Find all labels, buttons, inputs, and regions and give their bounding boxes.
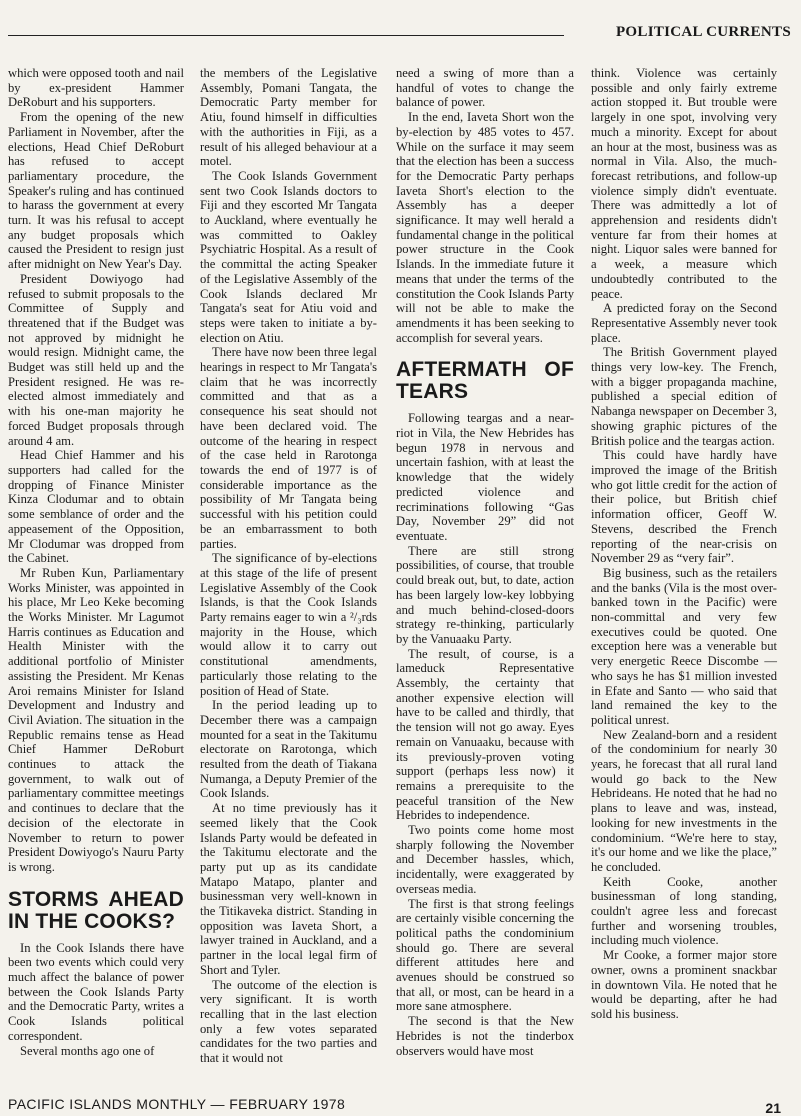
paragraph: The first is that strong feelings are certainly visible concerning the political paths the condominium should go. There are several different attitudes here and avenues should be construed so that all, or most, can be heard in a more sane atmosphere. <box>396 896 574 1014</box>
paragraph: the members of the Legislative Assembly, Pomani Tangata, the Democratic Party member for Atiu, found himself in difficulties with the authorities in Fiji, as a result of his alleged behaviour at a motel. <box>200 66 377 169</box>
paragraph: There are still strong possibilities, of course, that trouble could break out, but, to date, action has been largely low-key lobbying and much behind-closed-doors strategy re-thinking, particularly by the Vanuaaku Party. <box>396 543 575 646</box>
paragraph: Two points come home most sharply following the November and December hassles, which, incidentally, were exaggerated by overseas media. <box>396 823 574 896</box>
paragraph: In the period leading up to December there was a campaign mounted for a seat in the Takitumu electorate on Rarotonga, which resulted from the death of Tiakana Numanga, a Deputy Premier of the Cook Islands. <box>200 698 377 801</box>
column-1 <box>8 66 184 1058</box>
paragraph: Several months ago one of <box>20 1043 155 1058</box>
paragraph: The second is that the New Hebrides is not the tinderbox observers would have most <box>396 1014 574 1058</box>
paragraph: The Cook Islands Government sent two Cook Islands doctors to Fiji and they escorted Mr Tangata to Auckland, where eventually he was committed to Oakley Psychiatric Hospital. As a result of the committal the acting Speaker of the Legislative Assembly of the Cook Islands declared Mr Tangata's seat for Atiu void and steps were taken to initiate a by-election on Atiu. <box>200 168 377 345</box>
paragraph: think. Violence was certainly possible and only fairly extreme action stopped it. But trouble were largely in one spot, involving very much a minority. Except for about an hour at the most, business was as normal in Vila. Also, the much-forecast retributions, and follow-up violence simply didn't eventuate. There was admittedly a lot of apprehension and residents didn't venture far from their homes at night. Liquor sales were banned for a week, a measure which undoubtedly contributed to the peace. <box>591 66 777 301</box>
header-rule <box>8 35 564 36</box>
paragraph: Mr Cooke, a former major store owner, owns a prominent snackbar in downtown Vila. He noted that he would be departing, after he had sold his business. <box>591 948 777 1021</box>
paragraph: Head Chief Hammer and his supporters had called for the dropping of Finance Minister Kinza Clodumar and to obtain some semblance of order and the appeasement of the Opposition, Mr Clodumar was dropped from the Cabinet. <box>8 448 184 566</box>
paragraph: From the opening of the new Parliament in November, after the elections, Head Chief DeRoburt has refused to accept parliamentary procedure, the Speaker's ruling and has continued to harass the government at every turn. It was his refusal to accept any budget proposals which caused the President to resign just after midnight on New Year's Day. <box>8 110 184 272</box>
article-headline: STORMS AHEAD IN THE COOKS? <box>8 887 184 933</box>
paragraph: The British Government played things very low-key. The French, with a bigger propaganda machine, published a special edition of Nabanga newspaper on December 3, showing graphic pictures of the British police and the teargas action. <box>591 345 777 448</box>
paragraph: New Zealand-born and a resident of the condominium for nearly 30 years, he forecast that all rural land would go back to the New Hebrideans. He noted that he had no plans to leave and was, instead, looking for new investments in the condominium. “We're here to stay, it's our home and we like the place,” he concluded. <box>591 727 777 874</box>
paragraph: A predicted foray on the Second Representative Assembly never took place. <box>591 301 777 345</box>
paragraph: Mr Ruben Kun, Parliamentary Works Minister, was appointed in his place, Mr Leo Keke becoming the Works Minister. Mr Lagumot Harris continues as Education and Health Minister with the additional portfolio of Minister assisting the President. Mr Kenas Aroi remains Minister for Island Development and Industry and Civil Aviation. The situation in the Republic remains tense as Head Chief Hammer DeRoburt continues to attack the government, to walk out of parliamentary committee meetings and continues to declare that the decision of the electorate in November to return to power President Dowiyogo's Nauru Party is wrong. <box>8 565 184 874</box>
paragraph: Keith Cooke, another businessman of long standing, couldn't agree less and forecast further and worsening troubles, including much violence. <box>591 874 777 948</box>
paragraph: President Dowiyogo had refused to submit proposals to the Committee of Supply and threatened that if the Budget was not approved by midnight he would resign. Midnight came, the Budget was still held up and the President resigned. He was re-elected almost immediately and with his one-man majority he forced Budget proposals through around 4 am. <box>8 271 184 448</box>
page-number: 21 <box>765 1100 781 1116</box>
column-4 <box>591 66 777 1022</box>
paragraph: Big business, such as the retailers and the banks (Vila is the most over-banked town in the Pacific) were non-committal and very few executives could be quoted. One exception here was a venerable but very energetic Reece Discombe — who says he has $1 million invested in Efate and Santo — who said that land remained the key to the political unrest. <box>591 565 777 727</box>
paragraph: The significance of by-elections at this stage of the life of present Legislative Assembly of the Cook Islands, is that the Cook Islands Party remains eager to win a ²/₃rds majority in the House, which would allow it to carry out constitutional amendments, particularly those relating to the position of Head of State. <box>200 551 377 698</box>
paragraph: need a swing of more than a handful of votes to change the balance of power. <box>396 66 574 110</box>
publication-footer: PACIFIC ISLANDS MONTHLY — FEBRUARY 1978 <box>8 1096 346 1112</box>
paragraph: In the end, Iaveta Short won the by-election by 485 votes to 457. While on the surface it may seem that the election has been a success for the Democratic Party perhaps Iaveta Short's election to the Assembly has a deeper significance. It may well herald a fundamental change in the political power structure in the Cook Islands. In the immediate future it means that under the terms of the constitution the Cook Islands Party will not be able to make the amendments it has been seeking to accomplish for several years. <box>396 110 574 345</box>
paragraph: which were opposed tooth and nail by ex-president Hammer DeRoburt and his supporters. <box>8 66 184 110</box>
section-label: POLITICAL CURRENTS <box>615 24 791 40</box>
article-headline: AFTERMATH OF TEARS <box>396 358 574 404</box>
column-3 <box>396 66 574 1058</box>
paragraph: At no time previously has it seemed likely that the Cook Islands Party would be defeated in the Takitumu electorate and the party put up as its candidate Matapo Matapo, planter and businessman very well-known in the Titikaveka district. Standing in opposition was Iaveta Short, a lawyer trained in Auckland, and a partner in the local legal firm of Short and Tyler. <box>200 801 377 977</box>
paragraph: The outcome of the election is very significant. It is worth recalling that in the last election only a few votes separated candidates for the two parties and that it would not <box>200 977 377 1066</box>
paragraph: The result, of course, is a lameduck Representative Assembly, the certainty that another expensive election will have to be called and thirdly, that the tension will not go away. Eyes remain on Vanuaaku, because with its previously-proven voting support (perhaps less now) it remains a prerequisite to the peaceful transition of the New Hebrides to independence. <box>396 646 574 823</box>
paragraph: This could have hardly have improved the image of the British who got little credit for the action of their police, but British chief information officer, Geoff W. Stevens, described the French reporting of the near-crisis on November 29 as “very fair”. <box>591 448 777 566</box>
paragraph: There have now been three legal hearings in respect to Mr Tangata's claim that he was incorrectly committed and that as a consequence his seat should not have been declared void. The outcome of the hearing in respect of the case held in Rarotonga towards the end of 1977 is of considerable importance as the possibility of Mr Tangata being successful with his petition could be an embarrassment to both parties. <box>200 345 377 551</box>
paragraph: In the Cook Islands there have been two events which could very much affect the balance of power between the Cook Islands Party and the Democratic Party, writes a Cook Islands political correspondent. <box>8 940 184 1043</box>
column-2 <box>200 66 377 1066</box>
paragraph: Following teargas and a near-riot in Vila, the New Hebrides has begun 1978 in nervous and uncertain fashion, with at least the knowledge that the widely predicted violence and recriminations following “Gas Day, November 29” did not eventuate. <box>396 411 574 543</box>
